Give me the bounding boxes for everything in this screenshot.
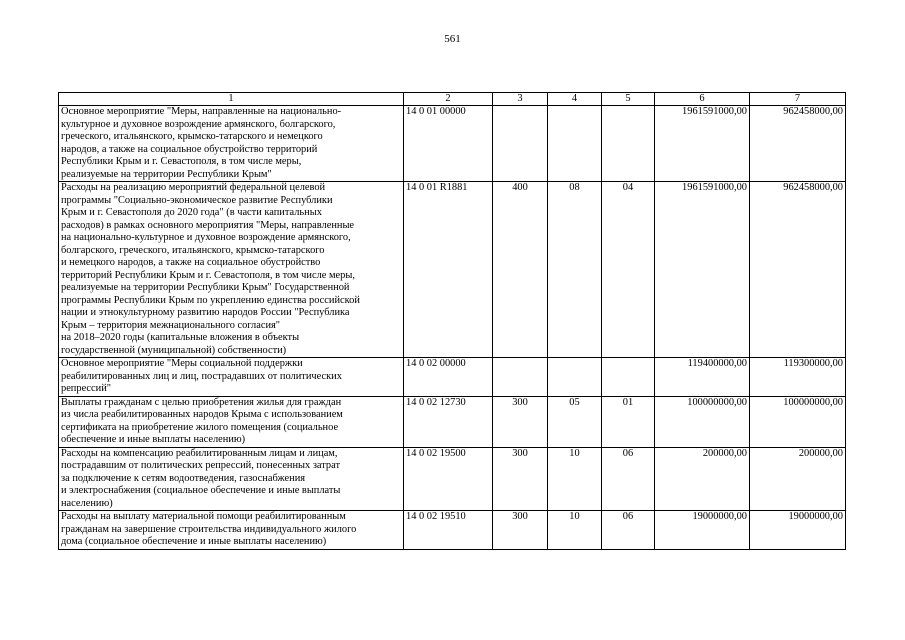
row-amount-2: 962458000,00	[750, 106, 846, 182]
col-header-2: 2	[404, 93, 493, 106]
header-row	[59, 93, 846, 106]
row-code: 14 0 02 19510	[404, 511, 493, 550]
row-amount-2: 100000000,00	[750, 396, 846, 447]
row-code: 14 0 01 00000	[404, 106, 493, 182]
row-col5: 06	[602, 447, 655, 511]
page-number: 561	[444, 33, 461, 45]
row-code: 14 0 01 R1881	[404, 182, 493, 358]
row-col4	[548, 358, 602, 397]
col-header-4: 4	[548, 93, 602, 106]
row-col3: 300	[493, 511, 548, 550]
budget-table	[58, 92, 846, 550]
table-row	[59, 182, 846, 358]
row-col5: 01	[602, 396, 655, 447]
col-header-7: 7	[750, 93, 846, 106]
col-header-1: 1	[59, 93, 404, 106]
col-header-3: 3	[493, 93, 548, 106]
table-row	[59, 511, 846, 550]
row-description: Основное мероприятие "Меры, направленные на национально- культурное и духовное возрождение армянского, болгарского, греческого, итальянского, крымско-татарского и немецкого народов, а также на социальное обустройство территорий Республики Крым и г. Севастополя, в том числе меры, реализуемые на территории Республики Крым"	[59, 106, 404, 182]
row-code: 14 0 02 19500	[404, 447, 493, 511]
table-row	[59, 358, 846, 397]
row-col4: 10	[548, 447, 602, 511]
row-description: Расходы на выплату материальной помощи реабилитированным гражданам на завершение строительства индивидуального жилого дома (социальное обеспечение и иные выплаты населению)	[59, 511, 404, 550]
row-description: Основное мероприятие "Меры социальной поддержки реабилитированных лиц и лиц, пострадавших от политических репрессий"	[59, 358, 404, 397]
row-col5	[602, 358, 655, 397]
row-code: 14 0 02 00000	[404, 358, 493, 397]
row-amount-1: 100000000,00	[655, 396, 750, 447]
row-col3: 400	[493, 182, 548, 358]
row-col5: 04	[602, 182, 655, 358]
row-col4: 05	[548, 396, 602, 447]
row-amount-2: 200000,00	[750, 447, 846, 511]
row-amount-2: 962458000,00	[750, 182, 846, 358]
col-header-6: 6	[655, 93, 750, 106]
row-amount-1: 19000000,00	[655, 511, 750, 550]
row-amount-2: 119300000,00	[750, 358, 846, 397]
row-col3	[493, 358, 548, 397]
row-amount-1: 119400000,00	[655, 358, 750, 397]
row-col3: 300	[493, 447, 548, 511]
row-col5	[602, 106, 655, 182]
col-header-5: 5	[602, 93, 655, 106]
row-description: Расходы на компенсацию реабилитированным лицам и лицам, пострадавшим от политических репрессий, понесенных затрат за подключение к сетям водоотведения, газоснабжения и электроснабжения (социальное обеспечение и иные выплаты населению)	[59, 447, 404, 511]
row-amount-1: 200000,00	[655, 447, 750, 511]
row-col4: 10	[548, 511, 602, 550]
row-col4	[548, 106, 602, 182]
row-amount-2: 19000000,00	[750, 511, 846, 550]
table-row	[59, 396, 846, 447]
row-code: 14 0 02 12730	[404, 396, 493, 447]
table-row	[59, 447, 846, 511]
row-col5: 06	[602, 511, 655, 550]
row-col3: 300	[493, 396, 548, 447]
row-amount-1: 1961591000,00	[655, 182, 750, 358]
row-description: Выплаты гражданам с целью приобретения жилья для граждан из числа реабилитированных народов Крыма с использованием сертификата на приобретение жилого помещения (социальное обеспечение и иные выплаты населению)	[59, 396, 404, 447]
table-row	[59, 106, 846, 182]
row-col3	[493, 106, 548, 182]
row-description: Расходы на реализацию мероприятий федеральной целевой программы "Социально-экономическое развитие Республики Крым и г. Севастополя до 2020 года" (в части капитальных расходов) в рамках основного мероприятия "Меры, направленные на национально-культурное и духовное возрождение армянского, болгарского, греческого, итальянского, крымско-татарского и немецкого народов, а также на социальное обустройство территорий Республики Крым и г. Севастополя, в том числе меры, реализуемые на территории Республики Крым" Государственной программы Республики Крым по укреплению единства российской нации и этнокультурному развитию народов России "Республика Крым – территория межнационального согласия" на 2018–2020 годы (капитальные вложения в объекты государственной (муниципальной) собственности)	[59, 182, 404, 358]
row-col4: 08	[548, 182, 602, 358]
row-amount-1: 1961591000,00	[655, 106, 750, 182]
